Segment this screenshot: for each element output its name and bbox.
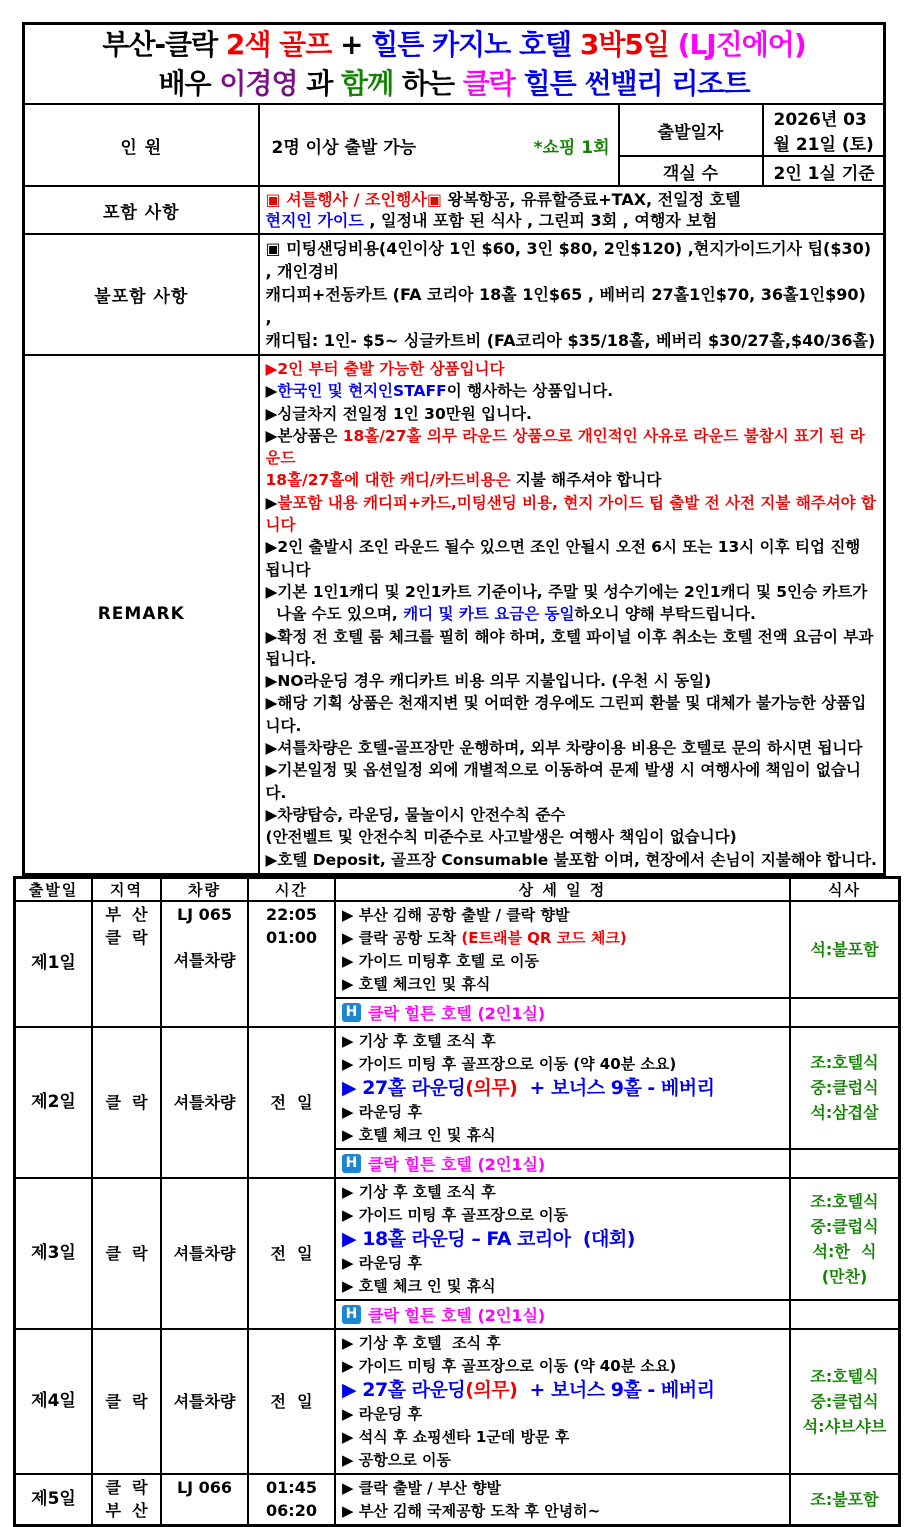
region-cell-line: 클 락 [105,1243,148,1263]
text-segment: ▶ 호텔 체크 인 및 휴식 [342,1125,496,1144]
text-segment: 함께 [341,67,394,100]
details-top [336,902,898,997]
text-line [266,380,878,402]
text-line [266,492,878,537]
text-segment: 18홀/27홀에 대한 캐디/카드비용은 [265,471,516,490]
text-segment: ▶ 기상 후 호텔 조식 후 [342,1031,496,1050]
detail-line [342,1355,785,1378]
text-segment: ▶ 클락 공항 도착 [342,928,462,947]
vehicle-cell-line: LJ 066 [176,1477,233,1497]
detail-line [342,1181,785,1204]
text-segment: 캐디피+전동카트 (FA 코리아 18홀 1인$65 , 베버리 27홀1인$70, 36홀1인$90) , [265,285,872,327]
detail-line [342,927,785,950]
text-line [266,759,878,804]
time-cell-line: 01:45 [266,1477,317,1497]
text-segment: (안전벨트 및 안전수칙 미준수로 사고발생은 여행사 책임이 없습니다) [265,828,737,847]
text-segment: ▶ 부산 김해 공항 출발 / 클락 향발 [342,905,570,924]
itinerary-body [16,900,898,1524]
remark-label: REMARK [24,355,259,874]
hotel-meal-pad [789,1301,898,1328]
detail-line [342,1477,785,1500]
time-cell [249,1475,336,1524]
text-segment: 클락 [462,67,515,100]
region-cell-line: 클 락 [105,1391,148,1411]
header-time: 시간 [249,879,336,900]
document-title [24,24,885,105]
time-cell [249,902,336,1026]
title-line-2 [25,64,883,103]
hotel-content [336,1150,789,1177]
detail-line [342,1030,785,1053]
details-cell [336,1028,791,1148]
meals-cell [791,1028,898,1148]
text-segment: ▶셔틀차량은 호텔-골프장만 운행하며, 외부 차량이용 비용은 호텔로 문의 하시면 됩니다 [265,739,863,758]
details-cell [336,1475,791,1524]
text-segment: 하는 [393,67,463,100]
text-line [266,849,878,871]
detail-line [342,973,785,996]
vehicle-cell-line: 셔틀차량 [173,1243,236,1263]
detail-line [342,1101,785,1124]
text-segment: ▶ 가이드 미팅 후 골프장으로 이동 (약 40분 소요) [342,1356,677,1375]
text-segment: 힐튼 썬밸리 리조트 [514,67,750,100]
detail-line [342,1403,785,1426]
meal-line: 조:호텔식 [810,1053,879,1073]
details-top [336,1330,898,1473]
text-segment: ▶기본일정 및 옵션일정 외에 개별적으로 이동하여 문제 발생 시 여행사에 책임이 없습니다. [265,761,861,802]
hotel-content [336,999,789,1026]
hotel-icon: H [342,1154,361,1173]
meal-line: 중:클럽식 [810,1216,879,1236]
text-segment: 배우 [158,67,220,100]
itinerary-row [16,900,898,1026]
region-cell-line: 클 락 [105,1477,148,1497]
text-segment: + 보너스 9홀 - 베버리 [517,1076,715,1099]
hotel-icon: H [342,1305,361,1324]
day-cell [16,1179,93,1328]
text-segment: (의무) [465,1378,518,1401]
text-line [266,283,878,329]
text-segment: ▶ 27홀 라운딩 [342,1076,466,1099]
detail-line [342,1275,785,1298]
exclude-content [259,234,885,355]
text-segment: ▶기본 1인1캐디 및 2인1카트 기준이나, 주말 및 성수기에는 2인1캐디 및 5인승 카트가 [265,582,868,601]
text-segment: ▶ 라운딩 후 [342,1404,422,1423]
text-segment: ▶ 18홀 라운딩 – FA 코리아 (대회) [342,1227,635,1250]
time-cell [249,1330,336,1473]
text-segment: 3박5일 [571,28,669,61]
itinerary-row [16,1328,898,1473]
text-segment: 18홀/27홀 의무 라운드 상품으로 개인적인 사유로 라운드 불참시 표기 된 라운드 [265,426,865,468]
text-segment: ▶ 기상 후 호텔 조식 후 [342,1182,496,1201]
meal-line: 조:불포함 [810,1489,879,1509]
text-segment: ▶ 부산 김해 국제공항 도착 후 안녕히~ [342,1501,601,1520]
departure-date-label: 출발일자 [619,104,763,156]
day-cell [16,1028,93,1177]
person-value-cell [259,104,619,186]
text-segment: ▶ 라운딩 후 [342,1102,422,1121]
details-cell [336,1179,791,1299]
text-line [266,403,878,425]
text-segment: ▶2인 부터 출발 가능한 상품입니다 [265,360,505,378]
region-cell [93,1028,162,1177]
text-segment: 이 행사하는 상품입니다. [446,382,614,401]
text-segment: , 일정내 포함 된 식사 , 그린피 3회 , 여행자 보험 [369,211,718,230]
text-line [266,603,878,625]
header-departure-day: 출발일 [16,879,93,900]
vehicle-cell-line: 셔틀차량 [173,950,236,970]
detail-line [342,1378,785,1403]
header-details: 상 세 일 정 [336,879,791,900]
region-cell [93,1475,162,1524]
header-region: 지역 [93,879,162,900]
day-label: 제1일 [31,953,76,974]
day-label: 제3일 [31,1242,76,1263]
room-count-label: 객실 수 [619,156,763,186]
text-segment: ▶ 27홀 라운딩 [342,1378,466,1401]
text-segment: + 보너스 9홀 - 베버리 [517,1378,715,1401]
detail-line [342,1426,785,1449]
text-segment: 현지인 가이드 [265,211,370,230]
region-cell-line: 클 락 [105,927,148,947]
day-cell [16,902,93,1026]
text-segment: ▶ 석식 후 쇼핑센타 1군데 방문 후 [342,1427,570,1446]
detail-line [342,904,785,927]
text-segment: ▶ [265,493,278,512]
exclude-label: 불포함 사항 [24,234,259,355]
text-segment: ▶ 기상 후 호텔 조식 후 [342,1333,501,1352]
text-segment: 힐튼 카지노 호텔 [371,28,572,61]
text-line [266,210,878,231]
vehicle-cell [162,902,249,1026]
itinerary-row [16,1026,898,1177]
shopping-note: *쇼핑 1회 [533,137,610,158]
day-cell [16,1475,93,1524]
meal-line: (만찬) [821,1266,868,1286]
title-line-1 [25,25,883,64]
hotel-row [336,1148,898,1177]
text-segment: ▶ 호텔 체크인 및 휴식 [342,974,491,993]
text-line [266,804,878,826]
detail-line [342,1227,785,1252]
text-line [266,692,878,737]
text-segment: ▣ 셔틀행사 / 조인행사▣ [265,190,442,209]
vehicle-cell-line [202,926,208,949]
text-line [266,358,878,380]
details-cell [336,1330,791,1473]
text-segment: ▶ 가이드 미팅 후 골프장으로 이동 (약 40분 소요) [342,1054,677,1073]
meal-line: 조:호텔식 [810,1366,879,1386]
text-line [266,737,878,759]
text-segment: ▶본상품은 [265,426,343,445]
detail-line [342,1449,785,1472]
text-segment: ▶ 클락 출발 / 부산 향발 [342,1478,502,1497]
text-segment: 한국인 및 현지인STAFF [277,382,447,401]
text-segment: 왕복항공, 유류할증료+TAX, 전일정 호텔 [441,190,741,209]
text-line [266,626,878,671]
text-segment: 지불 해주셔야 합니다 [515,471,662,490]
text-segment: ▶ 호텔 체크 인 및 휴식 [342,1276,496,1295]
text-segment: 불포함 내용 캐디피+카드,미팅샌딩 비용, 현지 가이드 팁 출발 전 사전 지불 해주셔야 합니다 [265,493,877,535]
itinerary-row [16,1177,898,1328]
include-label: 포함 사항 [24,186,259,234]
text-segment: 캐디 및 카트 요금은 동일 [403,605,575,624]
day-label: 제4일 [31,1390,76,1411]
region-cell [93,1330,162,1473]
detail-line [342,1204,785,1227]
hotel-name: 클락 힐튼 호텔 (2인1실) [368,1003,546,1023]
time-cell-line: 전 일 [270,1243,313,1263]
remark-content [259,355,885,874]
text-line [266,329,878,352]
hotel-row [336,1299,898,1328]
meal-line: 석:한 식 [812,1241,877,1261]
details-and-meals [336,1330,898,1473]
itinerary-table [13,876,901,1527]
meal-line: 석:삼겹살 [810,1103,879,1123]
text-line [266,469,878,491]
detail-line [342,950,785,973]
itinerary-header-row [16,879,898,900]
detail-line [342,1053,785,1076]
text-segment: + [331,28,372,61]
hotel-row [336,997,898,1026]
details-and-meals [336,1179,898,1328]
text-segment: ▶해당 기획 상품은 천재지변 및 어떠한 경우에도 그린피 환불 및 대체가 불가능한 상품입니다. [265,694,867,735]
region-cell [93,902,162,1026]
region-cell-line: 클 락 [105,1092,148,1112]
text-line [266,237,878,283]
detail-line [342,1252,785,1275]
text-line [266,189,878,210]
departure-date-value: 2026년 03월 21일 (토) [763,104,885,156]
hotel-meal-pad [789,1150,898,1177]
hotel-meal-pad [789,999,898,1026]
itinerary-row [16,1473,898,1524]
detail-line [342,1124,785,1147]
meals-cell [791,902,898,997]
text-segment: (의무) [465,1076,518,1099]
time-cell-line: 전 일 [270,1092,313,1112]
header-vehicle: 차량 [162,879,249,900]
text-line [266,536,878,581]
detail-line [342,1076,785,1101]
text-segment: (E트래블 QR 코드 체크) [461,928,627,947]
vehicle-cell-line: 셔틀차량 [173,1391,236,1411]
text-segment: 이경영 [219,67,298,100]
vehicle-cell-line: 셔틀차량 [173,1092,236,1112]
person-value: 2명 이상 출발 가능 [271,137,417,158]
detail-line [342,1500,785,1523]
details-top [336,1475,898,1524]
time-cell [249,1179,336,1328]
day-cell [16,1330,93,1473]
text-segment: ▶ 공항으로 이동 [342,1450,451,1469]
tour-info-table [22,22,886,876]
text-segment: ▶ 가이드 미팅 후 골프장으로 이동 [342,1205,569,1224]
meal-line: 조:호텔식 [810,1191,879,1211]
meal-line: 석:샤브샤브 [802,1416,887,1436]
text-segment: ▶NO라운딩 경우 캐디카트 비용 의무 지불입니다. (우천 시 동일) [265,672,712,691]
details-and-meals [336,1028,898,1177]
meals-cell [791,1475,898,1524]
text-segment: ▣ 미팅샌딩비용(4인이상 1인 $60, 3인 $80, 2인$120) ,현지가이드기사 팁($30) , 개인경비 [265,239,877,281]
text-line [266,670,878,692]
day-label: 제2일 [31,1091,76,1112]
text-segment: ▶차량탑승, 라운딩, 물놀이시 안전수칙 준수 [265,805,566,824]
vehicle-cell-line: LJ 065 [176,904,233,924]
time-cell-line: 전 일 [270,1391,313,1411]
room-count-value: 2인 1실 기준 [763,156,885,186]
region-cell-line: 부 산 [105,1500,148,1520]
header-meals: 식사 [828,880,861,899]
details-and-meals [336,1475,898,1524]
details-cell [336,902,791,997]
text-line [266,826,878,848]
text-segment: ▶호텔 Deposit, 골프장 Consumable 불포함 이며, 현장에서 손님이 지불해야 합니다. [265,850,877,869]
time-cell-line: 22:05 [266,904,317,924]
meals-cell [791,1330,898,1473]
text-line [266,425,878,470]
person-label: 인 원 [24,104,259,186]
text-segment: ▶싱글차지 전일정 1인 30만원 입니다. [265,404,532,423]
time-cell-line: 06:20 [266,1500,317,1520]
text-segment: 2색 골프 [225,28,332,61]
text-segment: ▶ 가이드 미팅후 호텔 로 이동 [342,951,540,970]
region-cell-line: 부 산 [105,904,148,924]
vehicle-cell [162,1179,249,1328]
meal-line: 석:불포함 [810,939,879,959]
details-top [336,1179,898,1299]
day-label: 제5일 [31,1488,76,1509]
text-segment: 과 [297,67,342,100]
hotel-name: 클락 힐튼 호텔 (2인1실) [368,1305,546,1325]
vehicle-cell [162,1475,249,1524]
meal-line: 중:클럽식 [810,1391,879,1411]
text-segment: ▶ [265,382,278,401]
meal-line: 중:클럽식 [810,1078,879,1098]
text-segment: 나올 수도 있으며, [265,605,404,624]
hotel-content [336,1301,789,1328]
time-cell [249,1028,336,1177]
hotel-icon: H [342,1003,361,1022]
hotel-name: 클락 힐튼 호텔 (2인1실) [368,1154,546,1174]
details-and-meals [336,902,898,1026]
text-segment: ▶ 라운딩 후 [342,1253,422,1272]
include-content [259,186,885,234]
vehicle-cell [162,1028,249,1177]
text-segment: 하오니 양해 부탁드립니다. [574,605,756,624]
vehicle-cell [162,1330,249,1473]
text-segment: (LJ진에어) [668,28,806,61]
meals-cell [791,1179,898,1299]
detail-line [342,1332,785,1355]
text-segment: ▶2인 출발시 조인 라운드 될수 있으면 조인 안될시 오전 6시 또는 13시 이후 티업 진행 됩니다 [265,538,866,579]
region-cell [93,1179,162,1328]
text-segment: ▶확정 전 호텔 룸 체크를 필히 해야 하며, 호텔 파이널 이후 취소는 호텔 전액 요금이 부과됩니다. [265,627,874,668]
text-segment: 부산-클락 [102,28,226,61]
text-line [266,581,878,603]
time-cell-line: 01:00 [266,927,317,947]
details-top [336,1028,898,1148]
text-segment: 캐디팁: 1인- $5~ 싱글카트비 (FA코리아 $35/18홀, 베버리 $30/27홀,$40/36홀) [265,331,876,350]
